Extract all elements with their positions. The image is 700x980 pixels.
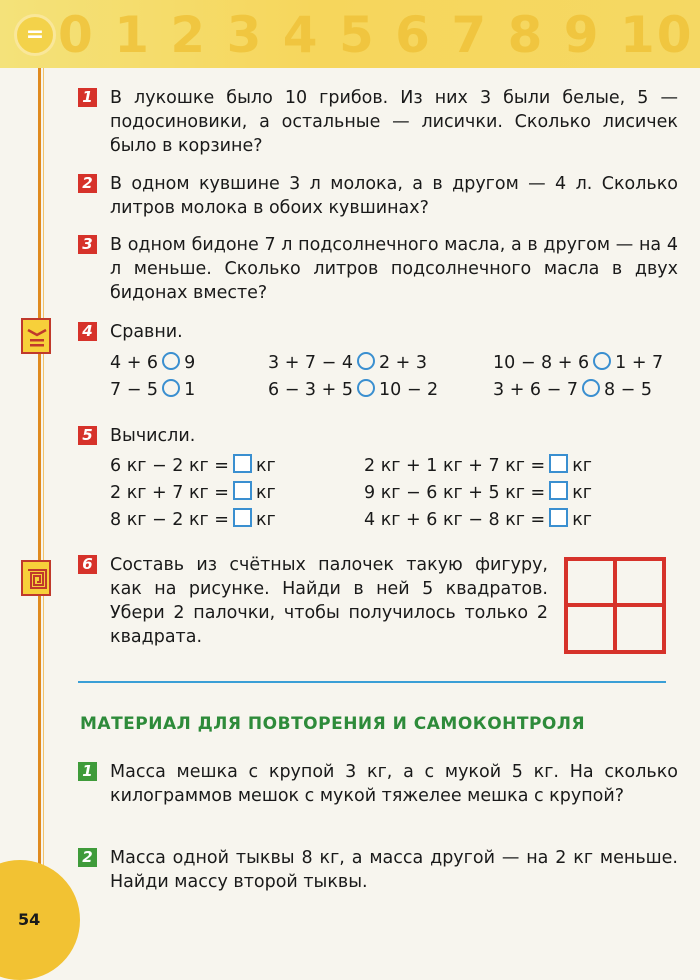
- page-number: 54: [18, 910, 41, 929]
- task-text: Вычисли.: [110, 426, 196, 446]
- review-task-2: [78, 846, 678, 894]
- compare-circle[interactable]: [357, 352, 375, 370]
- answer-box[interactable]: [233, 481, 252, 500]
- margin-line: [38, 68, 41, 888]
- task-number: 5: [78, 426, 97, 445]
- task-1: [78, 86, 678, 158]
- task-text: В одном кувшине 3 л молока, а в другом — 4 л. Сколько литров молока в обоих кувшинах?: [110, 174, 678, 218]
- answer-box[interactable]: [233, 508, 252, 527]
- header-digits: 0 1 2 3 4 5 6 7 8 9 10: [58, 6, 694, 64]
- task-number: 6: [78, 555, 97, 574]
- task-text: Сравни.: [110, 322, 183, 342]
- calc-item: 8 кг − 2 кг = кг: [110, 510, 276, 530]
- compare-icon: [21, 318, 51, 354]
- calc-item: 9 кг − 6 кг + 5 кг = кг: [364, 483, 592, 503]
- task-6: [78, 553, 548, 649]
- logic-puzzle-icon: [21, 560, 51, 596]
- task-text: Масса одной тыквы 8 кг, а масса другой — на 2 кг меньше. Найди массу второй тыквы.: [110, 848, 678, 892]
- compare-circle[interactable]: [357, 379, 375, 397]
- task-3: [78, 233, 678, 305]
- task-text: Масса мешка с крупой 3 кг, а с мукой 5 кг. На сколько килограммов мешок с мукой тяжелее мешка с крупой?: [110, 762, 678, 806]
- task-number: 1: [78, 88, 97, 107]
- task-number: 3: [78, 235, 97, 254]
- compare-item: 6 − 3 + 5 10 − 2: [268, 380, 439, 400]
- answer-box[interactable]: [549, 454, 568, 473]
- task-text: В одном бидоне 7 л подсолнечного масла, а в другом — на 4 л меньше. Сколько литров подсолнечного масла в двух бидонах вместе?: [110, 235, 678, 303]
- compare-circle[interactable]: [582, 379, 600, 397]
- task-2: [78, 172, 678, 220]
- calc-item: 4 кг + 6 кг − 8 кг = кг: [364, 510, 592, 530]
- compare-circle[interactable]: [162, 379, 180, 397]
- compare-item: 10 − 8 + 6 1 + 7: [493, 353, 664, 373]
- section-divider: [78, 681, 666, 683]
- calc-item: 6 кг − 2 кг = кг: [110, 456, 276, 476]
- answer-box[interactable]: [233, 454, 252, 473]
- task-text: В лукошке было 10 грибов. Из них 3 были белые, 5 — подосиновики, а остальные — лисички. Сколько лисичек было в корзине?: [110, 88, 678, 156]
- section-title: МАТЕРИАЛ ДЛЯ ПОВТОРЕНИЯ И САМОКОНТРОЛЯ: [80, 714, 586, 734]
- task-5: [78, 424, 678, 448]
- equals-icon: =: [14, 14, 56, 56]
- compare-item: 7 − 5 1: [110, 380, 196, 400]
- calc-item: 2 кг + 7 кг = кг: [110, 483, 276, 503]
- task-number: 2: [78, 848, 97, 867]
- task-number: 2: [78, 174, 97, 193]
- task-4: [78, 320, 678, 344]
- compare-item: 3 + 7 − 4 2 + 3: [268, 353, 428, 373]
- matchstick-figure: [563, 556, 667, 656]
- answer-box[interactable]: [549, 481, 568, 500]
- task-text: Составь из счётных палочек такую фигуру, как на рисунке. Найди в ней 5 квадратов. Убери 2 палочки, чтобы получилось только 2 квадрата.: [110, 555, 548, 647]
- task-number: 4: [78, 322, 97, 341]
- review-task-1: [78, 760, 678, 808]
- task-number: 1: [78, 762, 97, 781]
- compare-circle[interactable]: [162, 352, 180, 370]
- calc-item: 2 кг + 1 кг + 7 кг = кг: [364, 456, 592, 476]
- margin-line-light: [43, 68, 44, 888]
- compare-item: 3 + 6 − 7 8 − 5: [493, 380, 653, 400]
- page-header: [0, 0, 700, 68]
- compare-item: 4 + 6 9: [110, 353, 196, 373]
- compare-circle[interactable]: [593, 352, 611, 370]
- answer-box[interactable]: [549, 508, 568, 527]
